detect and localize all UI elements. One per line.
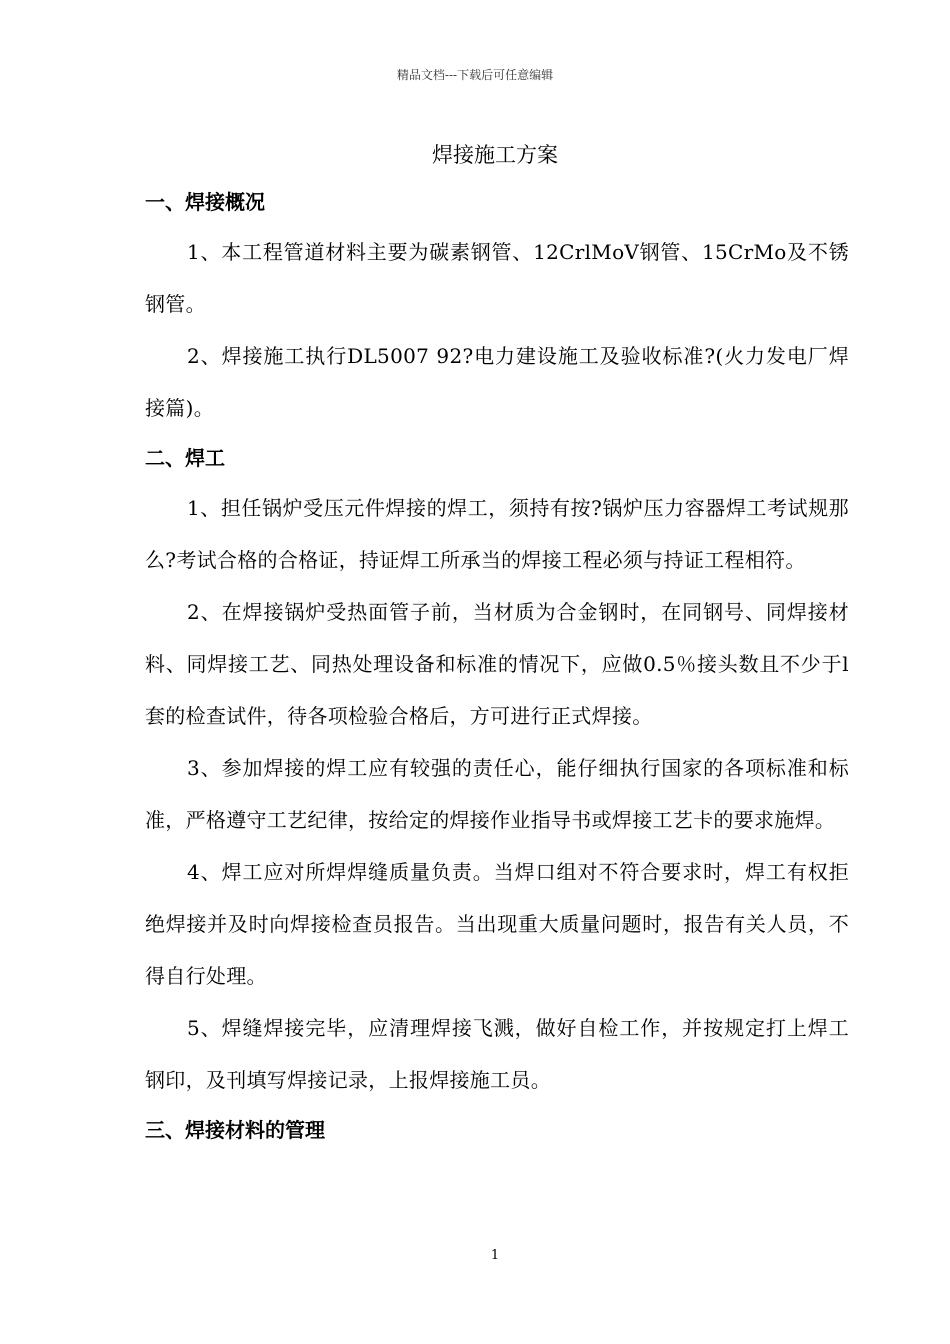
paragraph-2-5: 5、焊缝焊接完毕，应清理焊接飞溅，做好自检工作，并按规定打上焊工钢印，及刊填写焊接记录，上报焊接施工员。: [145, 1016, 849, 1092]
paragraph-2-3: 3、参加焊接的焊工应有较强的责任心，能仔细执行国家的各项标准和标准，严格遵守工艺纪律，按给定的焊接作业指导书或焊接工艺卡的要求施焊。: [145, 756, 849, 832]
section-heading-3: 三、焊接材料的管理: [145, 1118, 325, 1142]
page-header: 精品文档---下载后可任意编辑: [396, 68, 554, 82]
paragraph-2-4: 4、焊工应对所焊焊缝质量负责。当焊口组对不符合要求时，焊工有权拒绝焊接并及时向焊接检查员报告。当出现重大质量问题时，报告有关人员，不得自行处理。: [145, 860, 849, 988]
paragraph-1-2: 2、焊接施工执行DL5007 92?电力建设施工及验收标准?(火力发电厂焊接篇)。: [145, 344, 849, 420]
document-body: [145, 178, 849, 1154]
document-title: 焊接施工方案: [432, 143, 558, 167]
section-heading-1: 一、焊接概况: [145, 190, 265, 214]
section-heading-2: 二、焊工: [145, 446, 225, 470]
paragraph-1-1: 1、本工程管道材料主要为碳素钢管、12CrlMoV钢管、15CrMo及不锈钢管。: [145, 240, 849, 316]
page-number: 1: [490, 1248, 500, 1263]
paragraph-2-2: 2、在焊接锅炉受热面管子前，当材质为合金钢时，在同钢号、同焊接材料、同焊接工艺、同热处理设备和标准的情况下，应做0.5％接头数且不少于l套的检查试件，待各项检验合格后，方可进行正式焊接。: [145, 600, 849, 728]
paragraph-2-1: 1、担任锅炉受压元件焊接的焊工，须持有按?锅炉压力容器焊工考试规那么?考试合格的合格证，持证焊工所承当的焊接工程必须与持证工程相符。: [145, 496, 849, 572]
